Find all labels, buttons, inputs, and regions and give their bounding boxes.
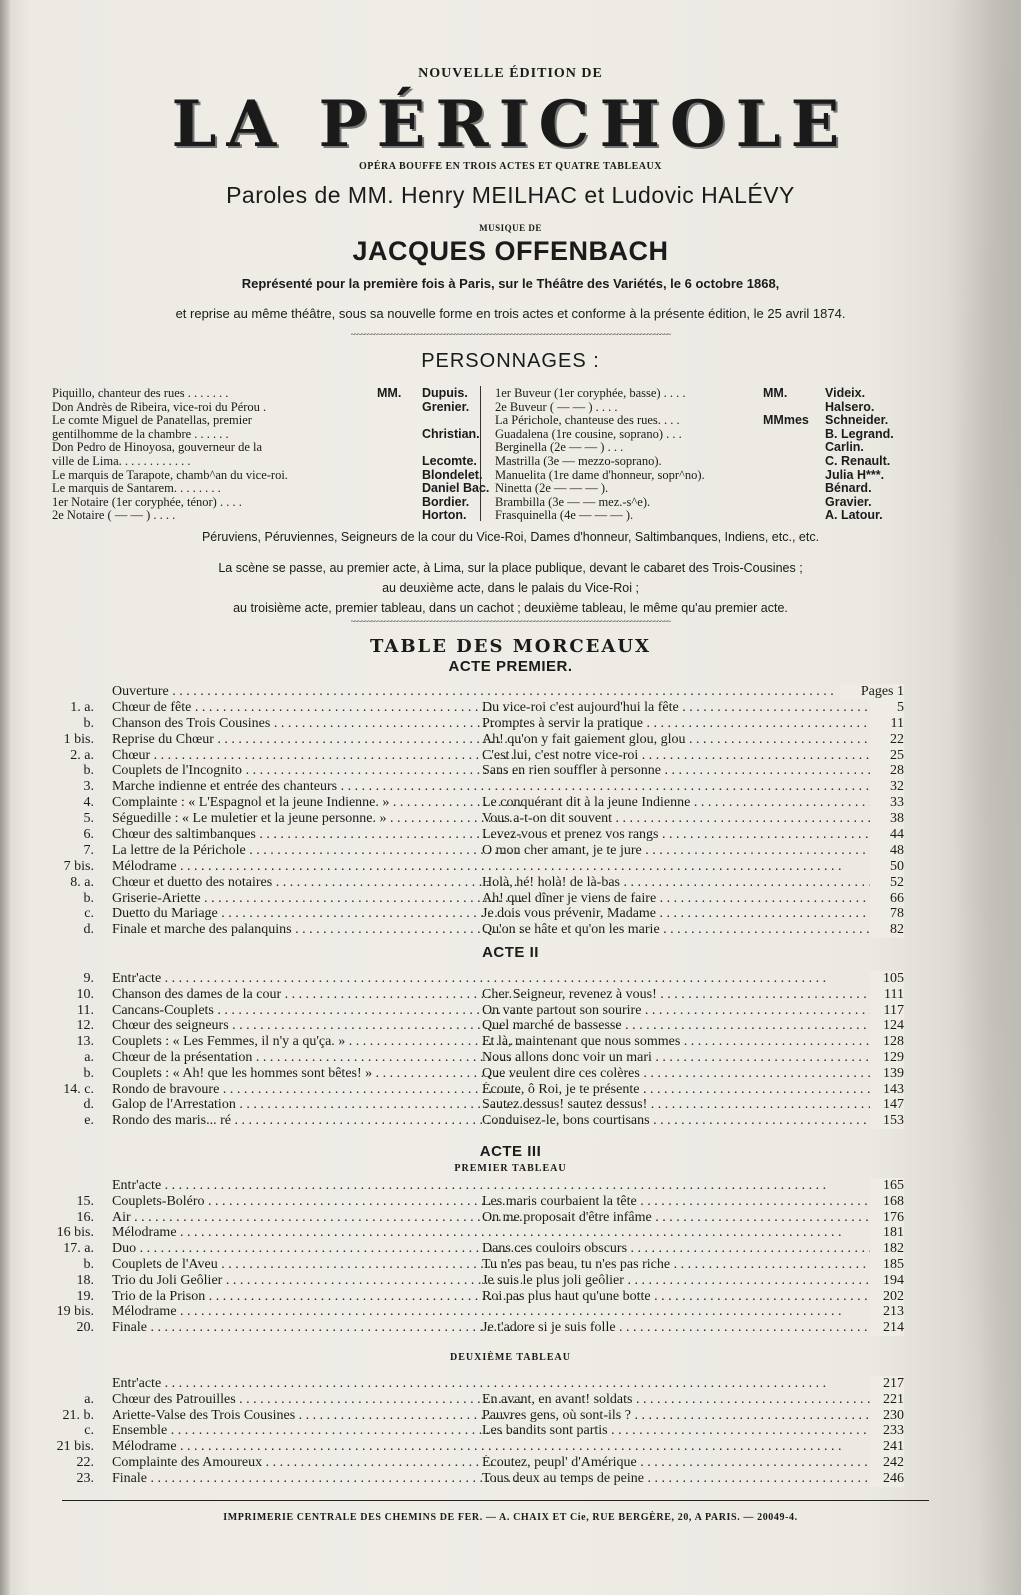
actor-name: Lecomte. [422,453,477,468]
piece-number: 2. a. [70,747,94,763]
table-row [52,1423,904,1439]
genre-line: OPÉRA BOUFFE EN TROIS ACTES ET QUATRE TABLEAUX [359,161,662,172]
piece-number: 5. [83,811,94,827]
role-name: Frasquinella (4e — — — ). [495,508,634,523]
piece-number: 17. a. [63,1241,94,1257]
honorific: MM. [763,386,788,400]
piece-number: b. [83,1256,94,1272]
piece-title: Air . . . [112,1210,522,1226]
piece-title: Chœur des seigneurs . . . [112,1018,522,1034]
piece-incipit: Que veulent dire ces colères . . . [482,1066,877,1082]
piece-number: b. [83,763,94,779]
role-name: Le marquis de Tarapote, chamb^an du vice-roi. [52,467,288,482]
piece-incipit: En avant, en avant! soldats . . . [482,1392,877,1408]
role-name: ville de Lima. . . . . . . . . . . . [52,453,191,468]
page-number: 139 [870,1066,904,1082]
piece-number: 16. [76,1209,94,1225]
role-name: 2e Buveur ( — — ) . . . . [495,399,618,414]
actor-name: Halsero. [825,399,875,414]
piece-title: Ariette-Valse des Trois Cousines . . . [112,1408,522,1424]
piece-number: 20. [76,1320,94,1336]
actor-name: A. Latour. [825,508,883,523]
piece-title: Duetto du Mariage . . . [112,906,522,922]
table-row [52,1097,904,1113]
piece-incipit: Ah! quel dîner je viens de faire . . . [482,891,877,907]
piece-title: Chanson des dames de la cour . . . [112,987,522,1003]
piece-number: 18. [76,1272,94,1288]
piece-number: c. [84,906,94,922]
table-row [52,716,904,732]
table-row [52,1050,904,1066]
piece-title: Finale . . . [112,1471,522,1487]
piece-number: 11. [77,1002,94,1018]
page-number: 124 [870,1018,904,1034]
role-name: Brambilla (3e — — mez.-s^e). [495,494,651,509]
piece-number: 12. [76,1018,94,1034]
piece-incipit: Roi pas plus haut qu'une botte . . . [482,1289,877,1305]
piece-incipit: Promptes à servir la pratique . . . [482,716,877,732]
column-divider [480,386,481,521]
page-number: 82 [870,922,904,938]
cast-left-column [52,386,490,523]
piece-number: 8. a. [70,874,94,890]
act3-tableau1-table [52,1178,904,1336]
piece-title: Galop de l'Arrestation . . . [112,1097,522,1113]
piece-title: Griserie-Ariette . . . [112,891,522,907]
role-name: Guadalena (1re cousine, soprano) . . . [495,426,682,441]
piece-title: Ouverture . . . [112,684,882,700]
cast-row [495,428,915,442]
piece-incipit: Qu'on se hâte et qu'on les marie . . . [482,922,877,938]
piece-incipit: Holà, hé! holà! de là-bas . . . [482,875,877,891]
cast-row [495,441,915,455]
revival-line: et reprise au même théâtre, sous sa nouvelle forme en trois actes et conforme à la présente édition, le 25 avril 1874. [175,306,846,321]
page-number: 38 [870,811,904,827]
role-name: 1er Notaire (1er coryphée, ténor) . . . . [52,494,242,509]
piece-incipit: Je dois vous prévenir, Madame . . . [482,906,877,922]
actor-name: Gravier. [825,494,872,509]
piece-title: Entr'acte . . . [112,1376,882,1392]
page-number: 50 [870,859,904,875]
piece-number: 9. [83,971,94,986]
piece-incipit: Nous allons donc voir un mari . . . [482,1050,877,1066]
table-row [52,1439,904,1455]
piece-incipit: Les bandits sont partis . . . [482,1423,877,1439]
role-name: Mastrilla (3e — mezzo-soprano). [495,453,662,468]
actor-name: B. Legrand. [825,426,894,441]
piece-title: Trio de la Prison . . . [112,1289,522,1305]
piece-title: Couplets-Boléro . . . [112,1194,522,1210]
act2-table [52,971,904,1129]
piece-incipit: Vous a-t-on dit souvent . . . [482,811,877,827]
piece-title: Couplets : « Les Femmes, il n'y a qu'ça. » . . . [112,1034,522,1050]
table-row [52,1408,904,1424]
page-number: 28 [870,763,904,779]
act2-heading: ACTE II [482,944,539,961]
cast-row [495,414,915,428]
page-number: 11 [870,716,904,732]
music-by: MUSIQUE DE [479,223,542,233]
page-number: 242 [870,1455,904,1471]
piece-incipit: Dans ces couloirs obscurs . . . [482,1241,877,1257]
page-number: 147 [870,1097,904,1113]
tableau2-heading: DEUXIÈME TABLEAU [450,1352,571,1363]
piece-incipit: Le conquérant dit à la jeune Indienne . . . [482,795,877,811]
piece-title: Rondo de bravoure . . . [112,1082,522,1098]
piece-number: 23. [76,1470,94,1486]
piece-title: Complainte des Amoureux . . . [112,1455,522,1471]
piece-number: 21 bis. [56,1439,94,1455]
table-row [52,875,904,891]
piece-number: 15. [76,1193,94,1209]
table-row [52,1066,904,1082]
piece-number: 14. c. [63,1081,94,1097]
cast-row [495,455,915,469]
piece-number: b. [83,890,94,906]
cast-row [495,482,915,496]
table-row [52,1392,904,1408]
table-row [52,763,904,779]
piece-title: Finale et marche des palanquins . . . [112,922,522,938]
role-name: Don Andrès de Ribeira, vice-roi du Pérou . [52,399,267,414]
piece-incipit: Tous deux au temps de peine . . . [482,1471,877,1487]
role-name: Ninetta (2e — — — ). [495,481,609,496]
actor-name: Grenier. [422,399,470,414]
table-row [52,971,904,987]
piece-title: Rondo des maris... ré . . . [112,1113,522,1129]
piece-number: 22. [76,1454,94,1470]
piece-incipit: Et là, maintenant que nous sommes . . . [482,1034,877,1050]
piece-title: Reprise du Chœur . . . [112,732,522,748]
cast-row [52,401,470,415]
piece-title: Chœur . . . [112,748,522,764]
table-row [52,859,904,875]
piece-number: 7 bis. [63,858,94,874]
page-number: 217 [870,1376,904,1392]
piece-incipit: Conduisez-le, bons courtisans . . . [482,1113,877,1129]
table-row [52,748,904,764]
cast-row [495,387,915,401]
page-number: 22 [870,732,904,748]
scene-line-2: au deuxième acte, dans le palais du Vice-Roi ; [382,581,639,595]
page-number: 32 [870,779,904,795]
table-row [52,922,904,938]
role-name: 2e Notaire ( — — ) . . . . [52,508,176,523]
piece-title: Couplets : « Ah! que les hommes sont bêtes! » . . . [112,1066,522,1082]
table-row [52,1455,904,1471]
piece-number: 13. [76,1034,94,1050]
piece-number: 21. b. [62,1407,94,1423]
cast-row [52,509,470,523]
piece-title: Mélodrame . . . [112,1439,882,1455]
actor-name: Videix. [825,386,866,400]
piece-title: Cancans-Couplets . . . [112,1003,522,1019]
table-row [52,1194,904,1210]
table-row [52,1210,904,1226]
table-row [52,843,904,859]
cast-row [495,509,915,523]
piece-incipit: O mon cher amant, je te jure . . . [482,843,877,859]
cast-row [52,481,490,496]
page-number: 33 [870,795,904,811]
title: LA PÉRICHOLE [171,87,850,162]
piece-number: a. [84,1391,94,1407]
cast-row [495,496,915,510]
piece-title: Marche indienne et entrée des chanteurs . . . [112,779,882,795]
act1-table [52,684,904,938]
cast-row [52,387,470,401]
piece-incipit: On me proposait d'être infâme . . . [482,1210,877,1226]
piece-title: Duo . . . [112,1241,522,1257]
cast-row [52,414,470,428]
piece-title: Mélodrame . . . [112,1304,882,1320]
piece-number: c. [84,1423,94,1439]
piece-number: 3. [83,779,94,795]
role-name: Manuelita (1re dame d'honneur, sopr^no). [495,467,705,482]
piece-number: 7. [83,842,94,858]
divider-2: ~~~~~~~~~~~~~~~~~~~~~~~~~~~~~~~~~~~~~~~~~~~~~~~~~~~~~~~~~~~~~~~~~~~~~~~~~~~~~~~~~~~~~~~~~~~~~~~~ [350,617,671,626]
table-row [52,1241,904,1257]
page-number: 143 [870,1082,904,1098]
cast-row [52,453,477,469]
table-row [52,1018,904,1034]
piece-title: Séguedille : « Le muletier et la jeune personne. » . . . [112,811,522,827]
table-row [52,1471,904,1487]
piece-title: Chœur et duetto des notaires . . . [112,875,522,891]
piece-incipit: Pauvres gens, où sont-ils ? . . . [482,1408,877,1424]
piece-number: 1. a. [70,699,94,715]
table-row [52,891,904,907]
piece-incipit: Tu n'es pas beau, tu n'es pas riche . . . [482,1257,877,1273]
actor-name: Horton. [422,508,467,523]
page-number: 153 [870,1113,904,1129]
piece-number: 4. [83,795,94,811]
table-row [52,987,904,1003]
actor-name: Bordier. [422,494,470,509]
page-number: 48 [870,843,904,859]
role-name: Le marquis de Santarem. . . . . . . . [52,481,221,496]
piece-number: d. [83,1097,94,1113]
piece-number: 6. [83,827,94,843]
scene-line-3: au troisième acte, premier tableau, dans un cachot ; deuxième tableau, le même qu'au premier acte. [233,601,788,615]
cast-row [52,441,470,455]
cast-row [52,496,470,510]
table-row [52,827,904,843]
page-number: 185 [870,1257,904,1273]
printer-footer: IMPRIMERIE CENTRALE DES CHEMINS DE FER. — A. CHAIX ET Cie, RUE BERGÈRE, 20, A PARIS. — 20049-4. [223,1512,798,1523]
piece-number: 19 bis. [56,1304,94,1320]
page-number: 78 [870,906,904,922]
role-name: Piquillo, chanteur des rues . . . . . . . [52,386,229,400]
footer-rule [62,1500,929,1501]
page-number: 168 [870,1194,904,1210]
cast-right-column [495,387,915,523]
piece-title: La lettre de la Périchole . . . [112,843,522,859]
page-number: 105 [870,971,904,987]
honorific: MMmes [763,413,809,428]
tableau1-heading: PREMIER TABLEAU [454,1163,567,1174]
actor-name: C. Renault. [825,453,891,468]
piece-incipit: Sautez dessus! sautez dessus! . . . [482,1097,877,1113]
cast-row [52,467,483,483]
page-number: 246 [870,1471,904,1487]
page-number: Pages 1 [840,684,904,700]
piece-title: Complainte : « L'Espagnol et la jeune Indienne. » . . . [112,795,522,811]
piece-incipit: Les maris courbaient la tête . . . [482,1194,877,1210]
page-number: 213 [870,1304,904,1320]
page-number: 66 [870,891,904,907]
piece-title: Ensemble . . . [112,1423,522,1439]
table-row [52,1273,904,1289]
authors-line: Paroles de MM. Henry MEILHAC et Ludovic HALÉVY [226,182,795,208]
piece-number: 10. [76,986,94,1002]
actor-name: Schneider. [825,413,889,428]
page-number: 5 [870,700,904,716]
piece-title: Entr'acte . . . [112,1178,882,1194]
page-number: 214 [870,1320,904,1336]
actor-name: Christian. [422,426,480,441]
piece-incipit: Du vice-roi c'est aujourd'hui la fête . . . [482,700,877,716]
piece-number: 19. [76,1288,94,1304]
page-number: 52 [870,875,904,891]
table-row [52,811,904,827]
actor-name: Daniel Bac. [422,481,490,496]
table-heading: TABLE DES MORCEAUX [369,636,652,657]
edition-line: NOUVELLE ÉDITION DE [418,66,603,81]
table-row [52,1113,904,1129]
page-number: 182 [870,1241,904,1257]
actor-name: Dupuis. [422,386,468,400]
piece-title: Trio du Joli Geôlier . . . [112,1273,522,1289]
page-number: 202 [870,1289,904,1305]
piece-incipit: Quel marché de bassesse . . . [482,1018,877,1034]
table-row [52,700,904,716]
piece-incipit: On vante partout son sourire . . . [482,1003,877,1019]
cast-row [52,426,480,442]
actor-name: Julia H***. [825,467,885,482]
personnages-heading: PERSONNAGES : [421,350,600,372]
actor-name: Blondelet. [422,467,483,482]
role-name: Le comte Miguel de Panatellas, premier [52,413,252,428]
page-number: 117 [870,1003,904,1019]
page-number: 233 [870,1423,904,1439]
act3-tableau2-table [52,1376,904,1487]
honorific: MM. [377,386,402,400]
page-number: 221 [870,1392,904,1408]
role-name: La Périchole, chanteuse des rues. . . . [495,413,680,428]
page-number: 128 [870,1034,904,1050]
piece-number: b. [83,715,94,731]
piece-title: Chœur des saltimbanques . . . [112,827,522,843]
page-number: 165 [870,1178,904,1194]
page-number: 181 [870,1225,904,1241]
table-row [52,779,904,795]
piece-title: Entr'acte . . . [112,971,882,987]
piece-incipit: Sans en rien souffler à personne . . . [482,763,877,779]
piece-title: Mélodrame . . . [112,1225,882,1241]
page-number: 241 [870,1439,904,1455]
table-row [52,1289,904,1305]
table-row [52,732,904,748]
piece-incipit: C'est lui, c'est notre vice-roi . . . [482,748,877,764]
act3-heading: ACTE III [479,1143,542,1160]
piece-title: Couplets de l'Incognito . . . [112,763,522,779]
page-number: 44 [870,827,904,843]
scene-line-1: La scène se passe, au premier acte, à Lima, sur la place publique, devant le cabaret des Trois-Cousines ; [218,561,803,575]
piece-title: Chœur de la présentation . . . [112,1050,522,1066]
table-row [52,1225,904,1241]
cast-row [495,469,915,483]
table-row [52,684,904,700]
table-row [52,795,904,811]
piece-title: Chœur des Patrouilles . . . [112,1392,522,1408]
actor-name: Carlin. [825,440,864,455]
role-name: Don Pedro de Hinoyosa, gouverneur de la [52,440,263,455]
piece-title: Chanson des Trois Cousines . . . [112,716,522,732]
act1-heading: ACTE PREMIER. [448,658,573,675]
piece-number: a. [84,1049,94,1065]
piece-title: Couplets de l'Aveu . . . [112,1257,522,1273]
role-name: gentilhomme de la chambre . . . . . . [52,426,229,441]
piece-number: b. [83,1065,94,1081]
cast-row [495,401,915,415]
page-number: 176 [870,1210,904,1226]
composer: JACQUES OFFENBACH [352,236,669,266]
piece-incipit: Je t'adore si je suis folle . . . [482,1320,877,1336]
piece-incipit: Écoute, ô Roi, je te présente . . . [482,1082,877,1098]
piece-incipit: Levez-vous et prenez vos rangs . . . [482,827,877,843]
piece-incipit: Écoutez, peupl' d'Amérique . . . [482,1455,877,1471]
table-row [52,1178,904,1194]
table-row [52,1304,904,1320]
piece-incipit: Je suis le plus joli geôlier . . . [482,1273,877,1289]
piece-number: 16 bis. [56,1225,94,1241]
page-number: 25 [870,748,904,764]
table-row [52,1320,904,1336]
table-row [52,1257,904,1273]
role-name: Berginella (2e — — ) . . . [495,440,624,455]
piece-title: Chœur de fête . . . [112,700,522,716]
table-row [52,906,904,922]
page-number: 194 [870,1273,904,1289]
page-number: 129 [870,1050,904,1066]
table-row [52,1003,904,1019]
page-number: 230 [870,1408,904,1424]
piece-number: 1 bis. [63,731,94,747]
actor-name: Bénard. [825,481,872,496]
table-row [52,1082,904,1098]
piece-title: Finale . . . [112,1320,522,1336]
piece-incipit: Cher Seigneur, revenez à vous! . . . [482,987,877,1003]
premiere-line: Représenté pour la première fois à Paris, sur le Théâtre des Variétés, le 6 octobre 1868, [241,276,780,291]
piece-title: Mélodrame . . . [112,859,882,875]
table-row [52,1376,904,1392]
piece-incipit: Ah! qu'on y fait gaiement glou, glou . . . [482,732,877,748]
page-number: 111 [870,987,904,1003]
piece-number: d. [83,922,94,938]
divider: ~~~~~~~~~~~~~~~~~~~~~~~~~~~~~~~~~~~~~~~~~~~~~~~~~~~~~~~~~~~~~~~~~~~~~~~~~~~~~~~~~~~~~~~~~~~~~~~~ [350,330,671,339]
table-row [52,1034,904,1050]
piece-number: e. [84,1113,94,1129]
role-name: 1er Buveur (1er coryphée, basse) . . . . [495,386,686,400]
extras-line: Péruviens, Péruviennes, Seigneurs de la cour du Vice-Roi, Dames d'honneur, Saltimbanques, Indiens, etc., etc. [201,530,820,544]
